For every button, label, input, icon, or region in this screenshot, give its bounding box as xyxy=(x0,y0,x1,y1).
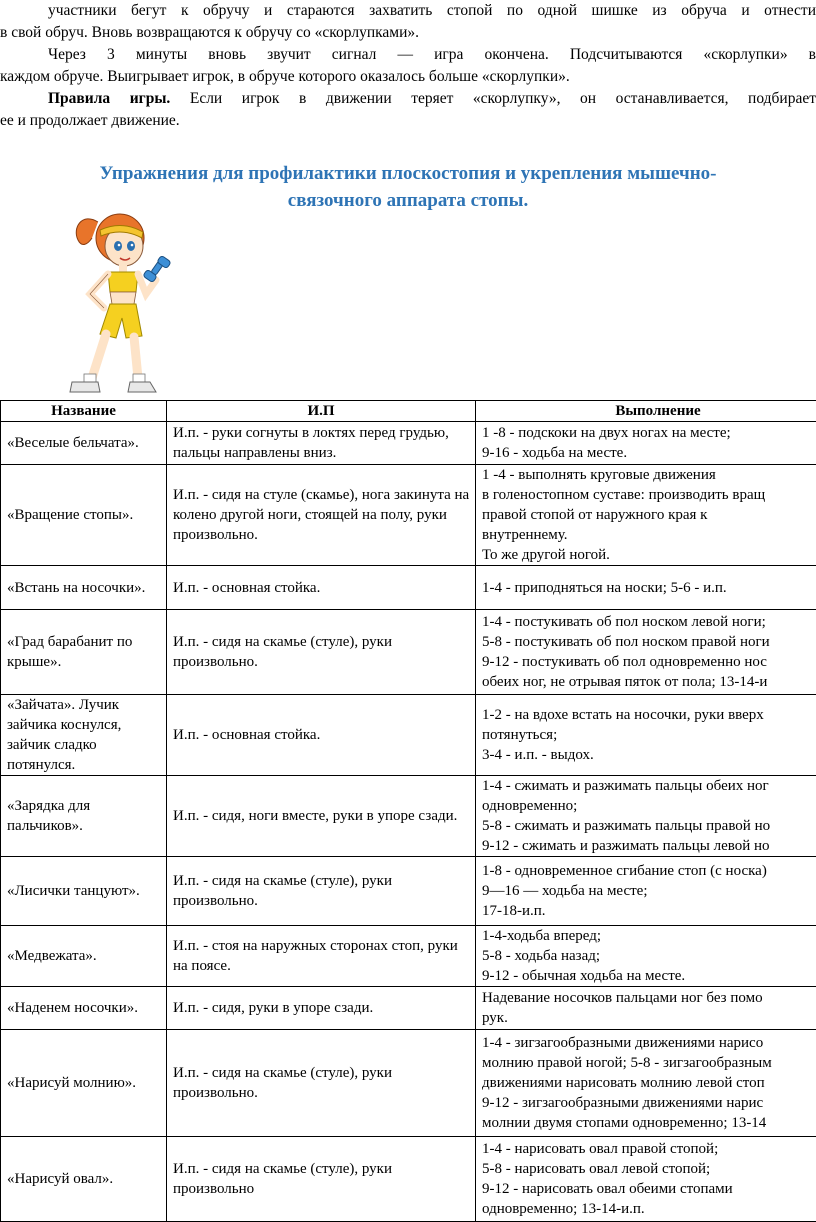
execution-line: 1-4 - сжимать и разжимать пальцы обеих ног xyxy=(482,776,816,796)
execution-line: 9-12 - обычная ходьба на месте. xyxy=(482,966,816,986)
section-heading xyxy=(0,160,816,214)
execution-line: 9-12 - постукивать об пол одновременно нос xyxy=(482,652,816,672)
execution-line: 1-4 - зигзагообразными движениями нарисо xyxy=(482,1033,816,1053)
execution-line: 5-8 - ходьба назад; xyxy=(482,946,816,966)
execution-line: рук. xyxy=(482,1008,816,1028)
execution-line: одновременно; 13-14-и.п. xyxy=(482,1199,816,1219)
starting-position: И.п. - сидя на скамье (стуле), руки произвольно. xyxy=(167,1030,476,1137)
execution-line: То же другой ногой. xyxy=(482,545,816,565)
heading-line: Упражнения для профилактики плоскостопия и укрепления мышечно- xyxy=(0,160,816,187)
execution-steps xyxy=(476,610,816,695)
table-row xyxy=(1,610,816,695)
text-line: ее и продолжает движение. xyxy=(0,110,816,132)
starting-position: И.п. - сидя на скамье (стуле), руки произвольно. xyxy=(167,857,476,926)
exercise-name: «Град барабанит по крыше». xyxy=(1,610,167,695)
execution-line: в голеностопном суставе: производить вращ xyxy=(482,485,816,505)
starting-position: И.п. - сидя, руки в упоре сзади. xyxy=(167,987,476,1030)
table-row xyxy=(1,857,816,926)
execution-steps xyxy=(476,857,816,926)
execution-line: 5-8 - нарисовать овал левой стопой; xyxy=(482,1159,816,1179)
execution-line: 17-18-и.п. xyxy=(482,901,816,921)
execution-line: правой стопой от наружного края к xyxy=(482,505,816,525)
starting-position: И.п. - основная стойка. xyxy=(167,566,476,610)
paragraph-game-continuation xyxy=(0,0,816,44)
execution-line: 1-4-ходьба вперед; xyxy=(482,926,816,946)
starting-position: И.п. - руки согнуты в локтях перед грудью, пальцы направлены вниз. xyxy=(167,422,476,465)
execution-line: потянуться; xyxy=(482,725,816,745)
starting-position: И.п. - основная стойка. xyxy=(167,695,476,776)
exercise-name: «Лисички танцуют». xyxy=(1,857,167,926)
table-row xyxy=(1,926,816,987)
execution-steps xyxy=(476,695,816,776)
text-line: в свой обруч. Вновь возвращаются к обручу со «скорлупками». xyxy=(0,22,816,44)
text-line: Через 3 минуты вновь звучит сигнал — игра окончена. Подсчитываются «скорлупки» в xyxy=(0,44,816,66)
text-line xyxy=(0,88,816,110)
execution-line: 3-4 - и.п. - выдох. xyxy=(482,745,816,765)
starting-position: И.п. - сидя на стуле (скамье), нога закинута на колено другой ноги, стоящей на полу, руки произвольно. xyxy=(167,465,476,566)
fitness-girl-illustration xyxy=(42,208,192,402)
execution-line: 1 -4 - выполнять круговые движения xyxy=(482,465,816,485)
text-line: каждом обруче. Выигрывает игрок, в обруче которого оказалось больше «скорлупки». xyxy=(0,66,816,88)
execution-line: одновременно; xyxy=(482,796,816,816)
text-line: участники бегут к обручу и стараются захватить стопой по одной шишке из обруча и отнести xyxy=(0,0,816,22)
table-row xyxy=(1,776,816,857)
paragraph-game-rules xyxy=(0,88,816,132)
execution-line: 1-4 - постукивать об пол носком левой ноги; xyxy=(482,612,816,632)
table-row xyxy=(1,422,816,465)
execution-line: 5-8 - сжимать и разжимать пальцы правой но xyxy=(482,816,816,836)
execution-line: 1-4 - приподняться на носки; 5-6 - и.п. xyxy=(482,578,816,598)
execution-steps xyxy=(476,776,816,857)
execution-line: 9-12 - нарисовать овал обеими стопами xyxy=(482,1179,816,1199)
rules-label: Правила игры. xyxy=(48,90,170,107)
starting-position: И.п. - сидя на скамье (стуле), руки произвольно. xyxy=(167,610,476,695)
table-row xyxy=(1,987,816,1030)
execution-line: 1-4 - нарисовать овал правой стопой; xyxy=(482,1139,816,1159)
exercise-name: «Зайчата». Лучик зайчика коснулся, зайчик сладко потянулся. xyxy=(1,695,167,776)
starting-position: И.п. - сидя, ноги вместе, руки в упоре сзади. xyxy=(167,776,476,857)
execution-line: 1-8 - одновременное сгибание стоп (с носка) xyxy=(482,861,816,881)
exercise-name: «Зарядка для пальчиков». xyxy=(1,776,167,857)
column-header-execution: Выполнение xyxy=(476,401,816,422)
execution-steps xyxy=(476,926,816,987)
exercise-name: «Вращение стопы». xyxy=(1,465,167,566)
execution-line: молнии двумя стопами одновременно; 13-14 xyxy=(482,1113,816,1133)
execution-line: 1 -8 - подскоки на двух ногах на месте; xyxy=(482,423,816,443)
execution-steps xyxy=(476,1137,816,1222)
execution-line: движениями нарисовать молнию левой стоп xyxy=(482,1073,816,1093)
execution-line: 9-16 - ходьба на месте. xyxy=(482,443,816,463)
column-header-ip: И.П xyxy=(167,401,476,422)
table-row xyxy=(1,1137,816,1222)
column-header-name: Название xyxy=(1,401,167,422)
execution-line: 5-8 - постукивать об пол носком правой ноги xyxy=(482,632,816,652)
execution-line: 9—16 — ходьба на месте; xyxy=(482,881,816,901)
starting-position: И.п. - стоя на наружных сторонах стоп, руки на поясе. xyxy=(167,926,476,987)
starting-position: И.п. - сидя на скамье (стуле), руки произвольно xyxy=(167,1137,476,1222)
heading-line: связочного аппарата стопы. xyxy=(0,187,816,214)
execution-line: молнию правой ногой; 5-8 - зигзагообразным xyxy=(482,1053,816,1073)
execution-steps xyxy=(476,465,816,566)
exercise-name: «Медвежата». xyxy=(1,926,167,987)
execution-steps xyxy=(476,987,816,1030)
exercise-name: «Нарисуй молнию». xyxy=(1,1030,167,1137)
execution-line: 1-2 - на вдохе встать на носочки, руки вверх xyxy=(482,705,816,725)
execution-line: внутреннему. xyxy=(482,525,816,545)
table-row xyxy=(1,566,816,610)
table-header-row xyxy=(1,401,816,422)
exercise-name: «Веселые бельчата». xyxy=(1,422,167,465)
execution-line: 9-12 - сжимать и разжимать пальцы левой но xyxy=(482,836,816,856)
exercise-name: «Наденем носочки». xyxy=(1,987,167,1030)
table-row xyxy=(1,695,816,776)
rules-text: Если игрок в движении теряет «скорлупку», он останавливается, подбирает xyxy=(170,90,816,107)
table-row xyxy=(1,1030,816,1137)
execution-line: обеих ног, не отрывая пяток от пола; 13-14-и xyxy=(482,672,816,692)
execution-steps xyxy=(476,422,816,465)
exercise-name: «Нарисуй овал». xyxy=(1,1137,167,1222)
exercise-name: «Встань на носочки». xyxy=(1,566,167,610)
execution-line: Надевание носочков пальцами ног без помо xyxy=(482,988,816,1008)
paragraph-game-end xyxy=(0,44,816,88)
execution-steps xyxy=(476,1030,816,1137)
table-row xyxy=(1,465,816,566)
execution-steps xyxy=(476,566,816,610)
execution-line: 9-12 - зигзагообразными движениями нарис xyxy=(482,1093,816,1113)
exercises-table xyxy=(0,400,816,1222)
